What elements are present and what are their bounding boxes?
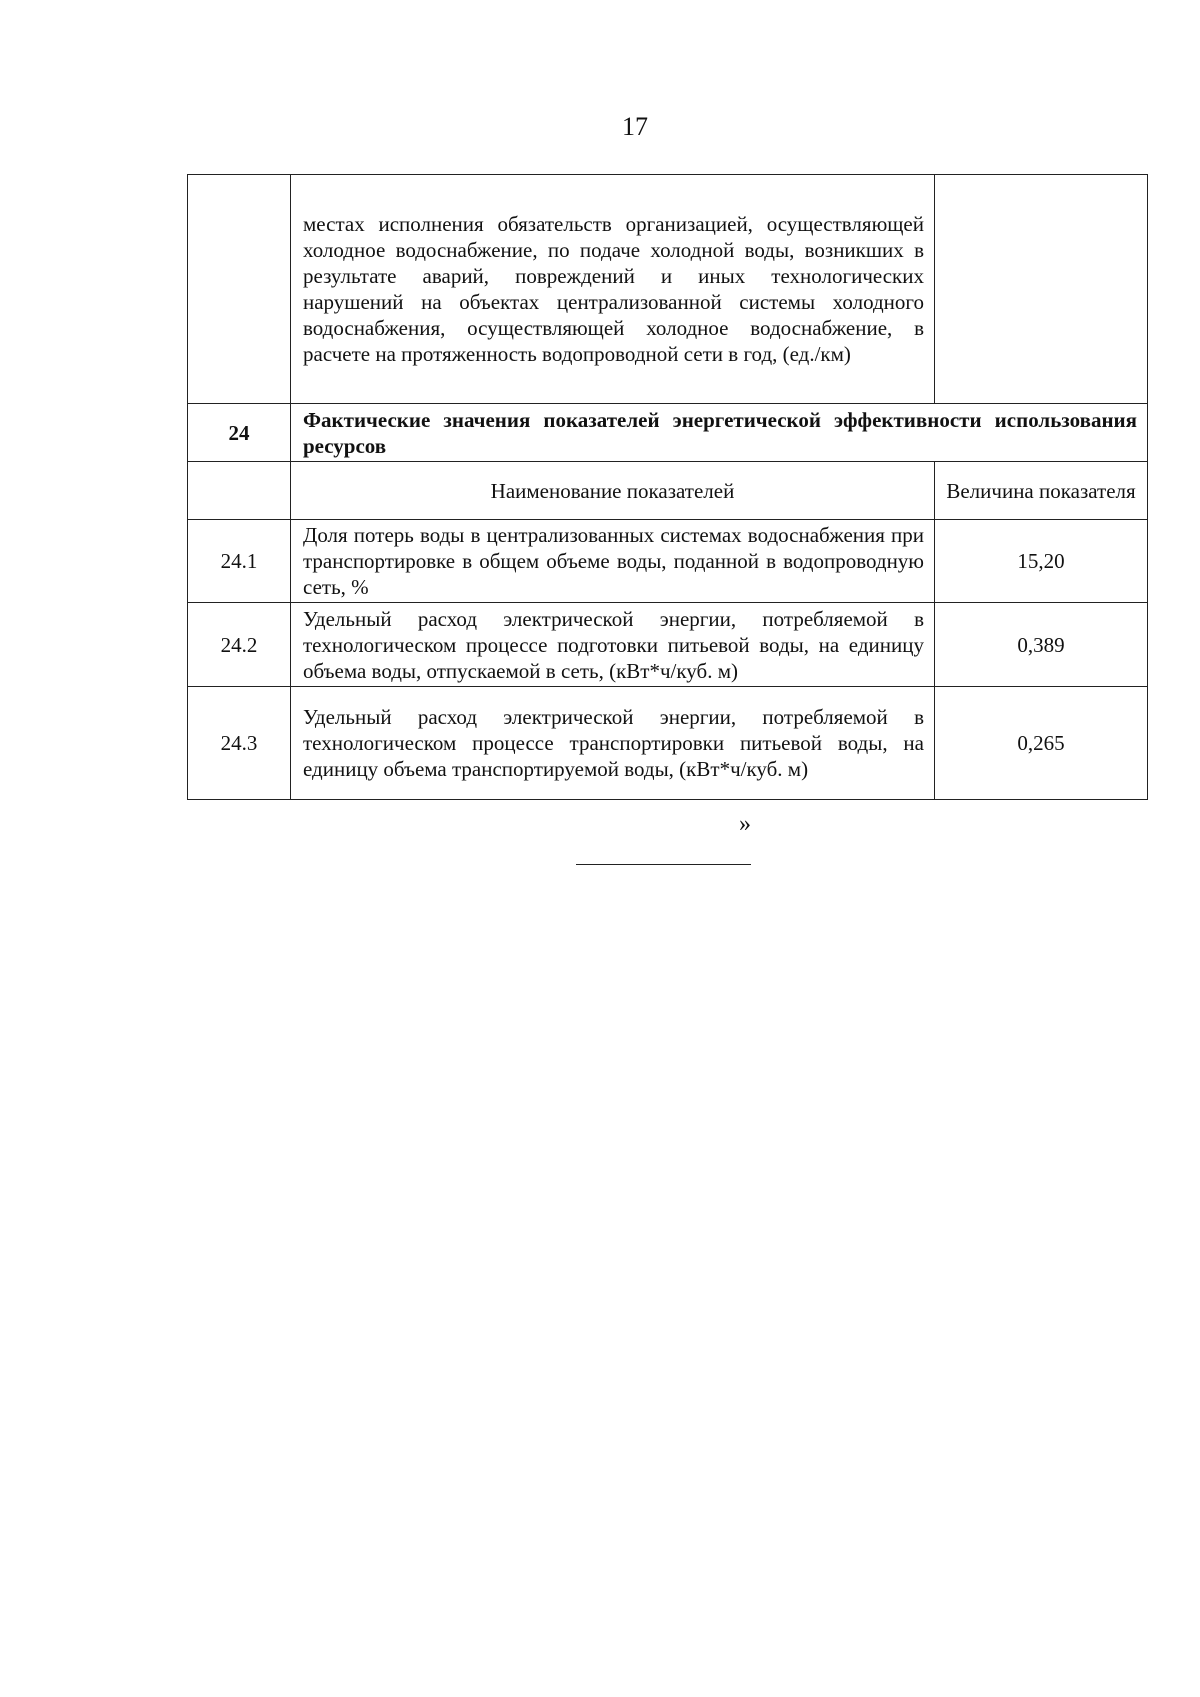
row-value <box>935 175 1148 404</box>
row-description: Удельный расход электрической энергии, потребляемой в технологическом процессе транспортировки питьевой воды, на единицу объема транспортируемой воды, (кВт*ч/куб. м) <box>291 687 935 800</box>
row-number-cell <box>188 175 291 404</box>
header-number-cell <box>188 462 291 520</box>
row-number: 24.1 <box>188 520 291 603</box>
section-row <box>188 404 1148 462</box>
section-number: 24 <box>188 404 291 462</box>
row-description: Удельный расход электрической энергии, потребляемой в технологическом процессе подготовки питьевой воды, на единицу объема воды, отпускаемой в сеть, (кВт*ч/куб. м) <box>291 603 935 687</box>
row-description: местах исполнения обязательств организацией, осуществляющей холодное водоснабжение, по подаче холодной воды, возникших в результате аварий, повреждений и иных технологических нарушений на объектах централизованной системы холодного водоснабжения, осуществляющей холодное водоснабжение, в расчете на протяженность водопроводной сети в год, (ед./км) <box>291 175 935 404</box>
row-number: 24.2 <box>188 603 291 687</box>
table-row <box>188 520 1148 603</box>
table-row <box>188 687 1148 800</box>
section-title: Фактические значения показателей энергетической эффективности использования ресурсов <box>291 404 1148 462</box>
footer-rule <box>576 864 751 865</box>
page-number: 17 <box>622 112 648 141</box>
indicators-table <box>187 174 1148 800</box>
row-value: 15,20 <box>935 520 1148 603</box>
table-row <box>188 603 1148 687</box>
continuation-row <box>188 175 1148 404</box>
closing-quote: » <box>739 811 751 837</box>
row-value: 0,389 <box>935 603 1148 687</box>
row-number: 24.3 <box>188 687 291 800</box>
row-description: Доля потерь воды в централизованных системах водоснабжения при транспортировке в общем объеме воды, поданной в водопроводную сеть, % <box>291 520 935 603</box>
row-value: 0,265 <box>935 687 1148 800</box>
header-value: Величина показателя <box>935 462 1148 520</box>
table-header-row <box>188 462 1148 520</box>
header-name: Наименование показателей <box>291 462 935 520</box>
